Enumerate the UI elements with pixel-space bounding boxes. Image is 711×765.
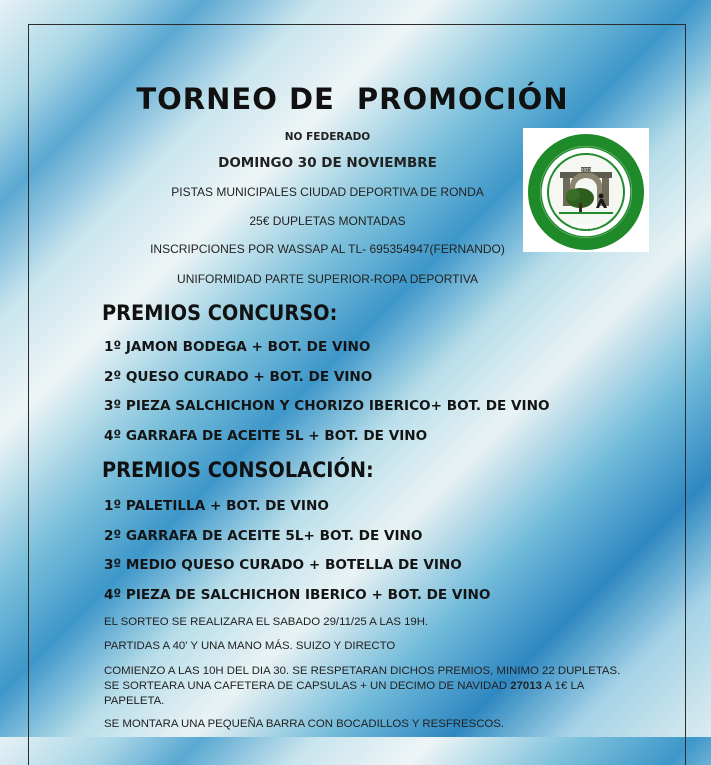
- ticket-text: A 1€ LA PAPELETA.: [104, 680, 584, 707]
- contest-prize-2: 2º QUESO CURADO + BOT. DE VINO: [104, 369, 373, 385]
- prizes-contest-heading: PREMIOS CONCURSO:: [102, 301, 338, 325]
- draw-note: EL SORTEO SE REALIZARA EL SABADO 29/11/25 A LAS 19H.: [104, 616, 429, 628]
- poster-title: [0, 82, 708, 116]
- consolation-prize-4: 4º PIEZA DE SALCHICHON IBERICO + BOT. DE VINO: [104, 587, 491, 603]
- prizes-consolation-heading: PREMIOS CONSOLACIÓN:: [102, 458, 374, 482]
- event-date: DOMINGO 30 DE NOVIEMBRE: [218, 155, 437, 171]
- start-note: [104, 664, 624, 709]
- subtitle: NO FEDERADO: [284, 131, 371, 143]
- club-logo: [523, 128, 649, 252]
- games-note: PARTIDAS A 40' Y UNA MANO MÁS. SUIZO Y DIRECTO: [104, 640, 396, 652]
- contest-prize-1: 1º JAMON BODEGA + BOT. DE VINO: [104, 339, 371, 355]
- ticket-number: 27013: [510, 680, 542, 692]
- title-part-1: TORNEO DE: [136, 82, 335, 116]
- contest-prize-3: 3º PIEZA SALCHICHON Y CHORIZO IBERICO+ BOT. DE VINO: [104, 398, 550, 414]
- start-note-text: COMIENZO A LAS 10H DEL DIA 30. SE RESPETARAN DICHOS PREMIOS, MINIMO 22 DUPLETAS. SE SORTEARA UNA CAFETERA DE CAPSULAS + UN DECIMO DE NAVIDAD: [104, 665, 621, 692]
- consolation-prize-2: 2º GARRAFA DE ACEITE 5L+ BOT. DE VINO: [104, 528, 423, 544]
- registration: INSCRIPCIONES POR WASSAP AL TL- 695354947(FERNANDO): [150, 242, 505, 256]
- contest-prize-4: 4º GARRAFA DE ACEITE 5L + BOT. DE VINO: [104, 428, 428, 444]
- club-logo-emblem: [523, 128, 649, 252]
- uniform: UNIFORMIDAD PARTE SUPERIOR-ROPA DEPORTIVA: [177, 272, 478, 286]
- venue: PISTAS MUNICIPALES CIUDAD DEPORTIVA DE RONDA: [171, 185, 484, 199]
- price: 25€ DUPLETAS MONTADAS: [249, 214, 406, 228]
- logo-text-bottom: RONDA: [569, 220, 603, 232]
- consolation-prize-3: 3º MEDIO QUESO CURADO + BOTELLA DE VINO: [104, 557, 462, 573]
- title-part-2: PROMOCIÓN: [356, 82, 569, 116]
- logo-text-top: CLUB DE PETANCA LA ENCINA: [542, 147, 630, 191]
- logo-year: 2023: [580, 167, 592, 173]
- bar-note: SE MONTARA UNA PEQUEÑA BARRA CON BOCADILLOS Y RESFRESCOS.: [104, 718, 505, 730]
- consolation-prize-1: 1º PALETILLA + BOT. DE VINO: [104, 498, 329, 514]
